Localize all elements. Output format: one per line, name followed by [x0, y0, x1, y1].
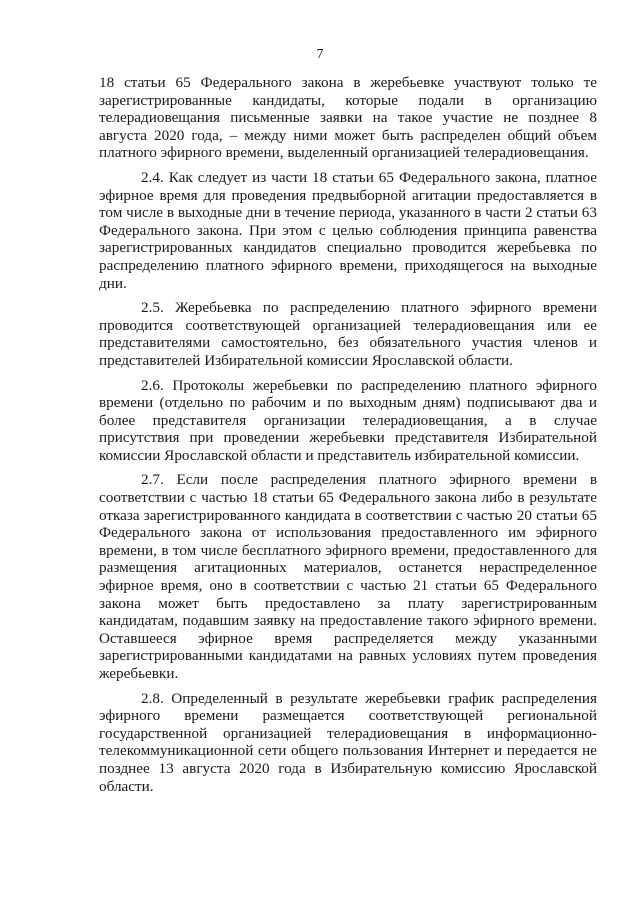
paragraph-2-6: 2.6. Протоколы жеребьевки по распределению платного эфирного времени (отдельно по рабочим и по выходным дням) подписывают два и более представителя организации телерадиовещания, а в случае присутствия при проведении жеребьевки представителя Избирательной комиссии Ярославской области и представитель избирательной комиссии. [99, 376, 597, 464]
page-number: 7 [316, 47, 324, 62]
paragraph-2-4: 2.4. Как следует из части 18 статьи 65 Федерального закона, платное эфирное время для проведения предвыборной агитации предоставляется в том числе в выходные дни в течение периода, указанного в части 2 статьи 63 Федерального закона. При этом с целью соблюдения принципа равенства зарегистрированных кандидатов специально проводится жеребьевка по распределению платного эфирного времени, приходящегося на выходные дни. [99, 168, 597, 292]
paragraph-2-7: 2.7. Если после распределения платного эфирного времени в соответствии с частью 18 статьи 65 Федерального закона либо в результате отказа зарегистрированного кандидата в соответствии с частью 20 статьи 65 Федерального закона от использования предоставленного им эфирного времени, в том числе бесплатного эфирного времени, предоставленного для размещения агитационных материалов, останется нераспределенное эфирное время, оно в соответствии с частью 21 статьи 65 Федерального закона может быть предоставлено за плату зарегистрированным кандидатам, подавшим заявку на предоставление такого эфирного времени. Оставшееся эфирное время распределяется между указанными зарегистрированными кандидатами на равных условиях путем проведения жеребьевки. [99, 471, 597, 682]
paragraph-2-5: 2.5. Жеребьевка по распределению платного эфирного времени проводится соответствующей организацией телерадиовещания или ее представителями самостоятельно, без обязательного участия членов и представителей Избирательной комиссии Ярославской области. [99, 299, 597, 369]
paragraph-continuation: 18 статьи 65 Федерального закона в жеребьевке участвуют только те зарегистрированные кандидаты, которые подали в организацию телерадиовещания письменные заявки на такое участие не позднее 8 августа 2020 года, – между ними может быть распределен общий объем платного эфирного времени, выделенный организацией телерадиовещания. [99, 74, 597, 162]
paragraph-2-8: 2.8. Определенный в результате жеребьевки график распределения эфирного времени размещается соответствующей региональной государственной организацией телерадиовещания в информационно-телекоммуникационной сети общего пользования Интернет и передается не позднее 13 августа 2020 года в Избирательную комиссию Ярославской области. [99, 689, 597, 795]
document-body [99, 74, 597, 802]
